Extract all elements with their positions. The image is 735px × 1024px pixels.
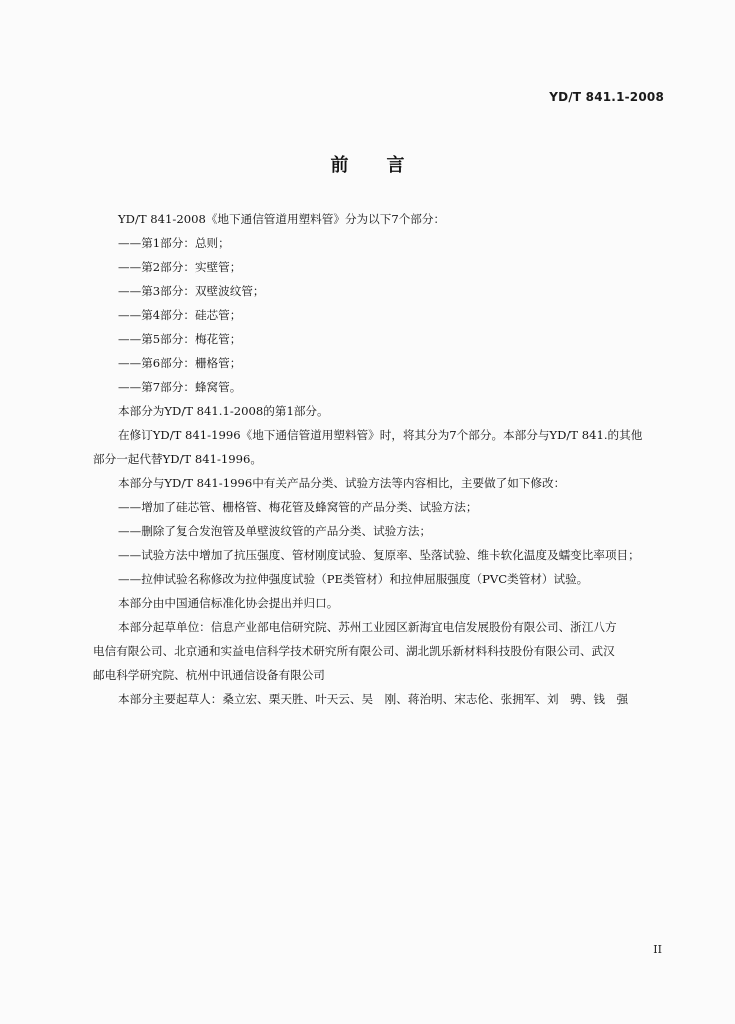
paragraph-line: 本部分与YD/T 841-1996中有关产品分类、试验方法等内容相比，主要做了如下修改： — [118, 476, 566, 490]
page-number: II — [653, 943, 662, 956]
part-list-item: ——第2部分：实壁管； — [118, 260, 242, 274]
paragraph-line: 本部分由中国通信标准化协会提出并归口。 — [118, 596, 339, 610]
part-list-item: ——第4部分：硅芯管； — [118, 308, 242, 322]
standard-number: YD/T 841.1-2008 — [549, 90, 664, 104]
change-list-item: ——增加了硅芯管、栅格管、梅花管及蜂窝管的产品分类、试验方法； — [118, 500, 478, 514]
paragraph-line: 电信有限公司、北京通和实益电信科学技术研究所有限公司、湖北凯乐新材料科技股份有限公司、武汉 — [93, 644, 615, 658]
paragraph-line: 本部分为YD/T 841.1-2008的第1部分。 — [118, 404, 329, 418]
page-title — [0, 151, 735, 177]
part-list-item: ——第6部分：栅格管； — [118, 356, 242, 370]
change-list-item: ——删除了复合发泡管及单壁波纹管的产品分类、试验方法； — [118, 524, 432, 538]
paragraph-line: 在修订YD/T 841-1996《地下通信管道用塑料管》时，将其分为7个部分。本部分与YD/T 841.的其他 — [118, 428, 643, 442]
part-list-item: ——第5部分：梅花管； — [118, 332, 242, 346]
paragraph-line: 邮电科学研究院、杭州中讯通信设备有限公司 — [93, 668, 325, 682]
paragraph-line: 本部分起草单位：信息产业部电信研究院、苏州工业园区新海宜电信发展股份有限公司、浙江八方 — [118, 620, 617, 634]
change-list-item: ——拉伸试验名称修改为拉伸强度试验（PE类管材）和拉伸屈服强度（PVC类管材）试验。 — [118, 572, 589, 586]
title-char-2: 言 — [386, 155, 405, 176]
title-char-1: 前 — [330, 155, 349, 176]
part-list-item: ——第1部分：总则； — [118, 236, 230, 250]
paragraph-line: 部分一起代替YD/T 841-1996。 — [93, 452, 262, 466]
foreword-intro: YD/T 841-2008《地下通信管道用塑料管》分为以下7个部分： — [118, 212, 446, 226]
change-list-item: ——试验方法中增加了抗压强度、管材刚度试验、复原率、坠落试验、维卡软化温度及蠕变比率项目； — [118, 548, 640, 562]
part-list-item: ——第7部分：蜂窝管。 — [118, 380, 242, 394]
paragraph-line: 本部分主要起草人：桑立宏、栗天胜、叶天云、吴 刚、蒋治明、宋志伦、张拥军、刘 骋、钱 强 — [118, 692, 629, 706]
part-list-item: ——第3部分：双壁波纹管； — [118, 284, 265, 298]
